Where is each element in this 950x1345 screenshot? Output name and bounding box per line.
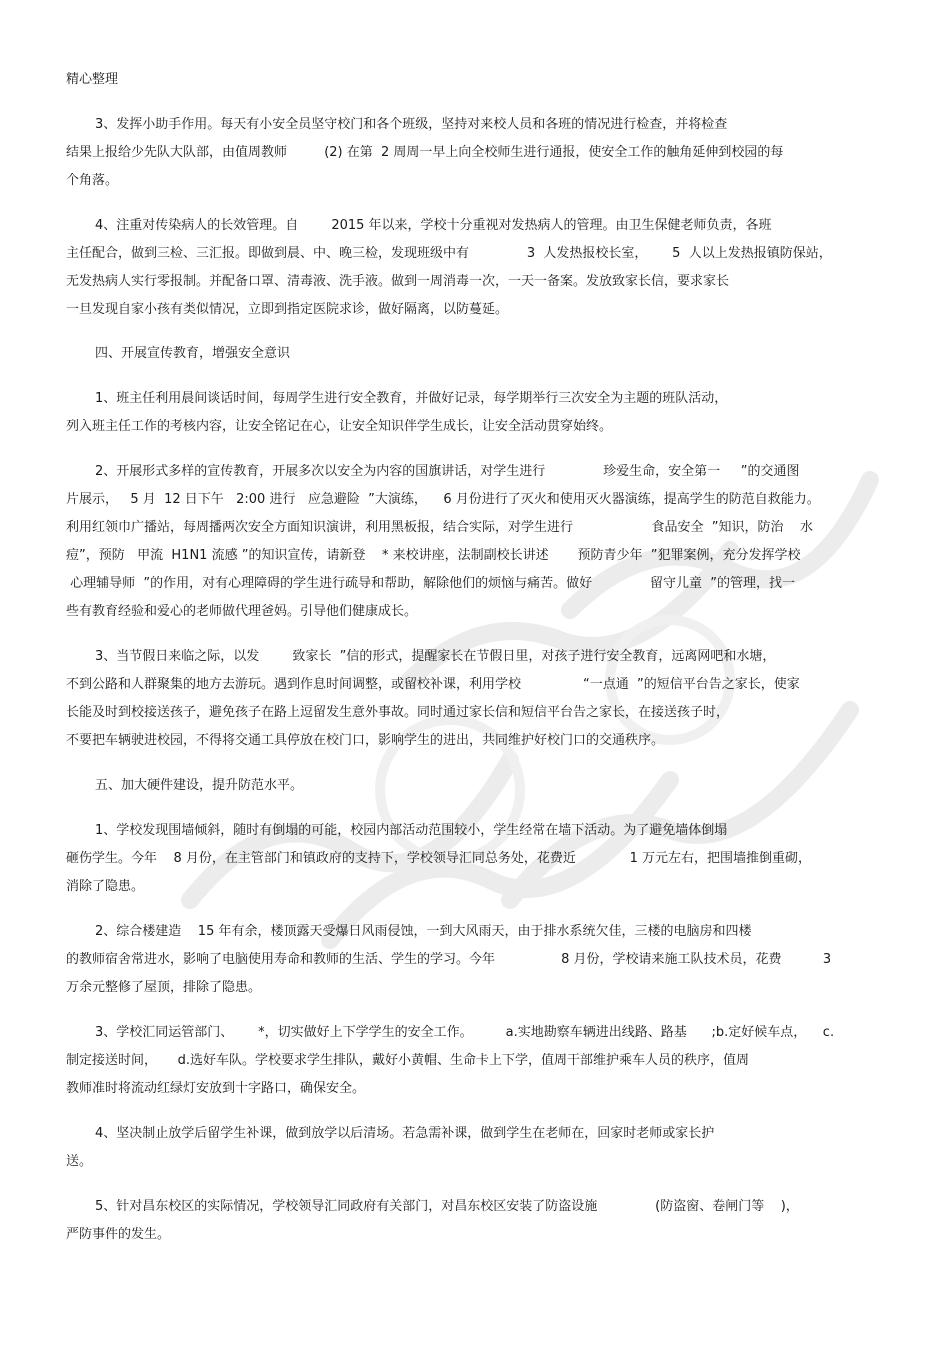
text-line: 2、综合楼建造 15 年有余，楼顶露天受爆日风雨侵蚀，一到大风雨天，由于排水系统欠佳，三楼的电脑房和四楼 [95,924,752,939]
text-line: 3、当节假日来临之际，以发 致家长 ”信的形式，提醒家长在节假日里，对孩子进行安全教育，远离网吧和水塘， [95,649,776,664]
text-line: 心理辅导师 ”的作用，对有心理障碍的学生进行疏导和帮助，解除他们的烦恼与痛苦。做好 留守儿童 ”的管理，找一 [66,576,795,591]
text-line: 砸伤学生。今年 8 月份，在主管部门和镇政府的支持下，学校领导汇同总务处，花费近 1 万元左右，把围墙推倒重砌， [66,851,812,866]
text-line: 片展示， 5 月 12 日下午 2:00 进行 应急避险 ”大演练， 6 月份进行了灭火和使用灭火器演练，提高学生的防范自救能力。 [66,492,820,507]
text-line: 2、开展形式多样的宣传教育，开展多次以安全为内容的国旗讲话，对学生进行 珍爱生命，安全第一 ”的交通图 [95,464,800,479]
text-line: 3、学校汇同运管部门、 *，切实做好上下学学生的安全工作。 a.实地勘察车辆进出线路、路基 ;b.定好候车点， c. [95,1025,835,1040]
text-line: 无发热病人实行零报制。并配备口罩、清毒液、洗手液。做到一周消毒一次，一天一备案。发放致家长信，要求家长 [66,274,730,289]
text-line: 4、注重对传染病人的长效管理。自 2015 年以来，学校十分重视对发热病人的管理。由卫生保健老师负责，各班 [95,218,772,233]
text-line: 万余元整修了屋顶，排除了隐患。 [66,980,262,995]
page-header-label: 精心整理 [66,72,119,87]
text-line: 不到公路和人群聚集的地方去游玩。遇到作息时间调整，或留校补课，利用学校 “一点通 ”的短信平台告之家长，使家 [66,677,800,692]
text-line: 教师准时将流动红绿灯安放到十字路口，确保安全。 [66,1081,366,1096]
text-line: 些有教育经验和爱心的老师做代理爸妈。引导他们健康成长。 [66,604,418,619]
text-line: 消除了隐患。 [66,879,145,894]
text-line: 5、针对昌东校区的实际情况，学校领导汇同政府有关部门，对昌东校区安装了防盗设施 (防盗窗、卷闸门等 )， [95,1199,799,1214]
text-line: 1、班主任利用晨间谈话时间，每周学生进行安全教育，并做好记录，每学期举行三次安全为主题的班队活动， [95,391,728,406]
text-line: 一旦发现自家小孩有类似情况，立即到指定医院求诊，做好隔离，以防蔓延。 [66,302,509,317]
text-line: 送。 [66,1154,93,1169]
text-line: 1、学校发现围墙倾斜，随时有倒塌的可能，校园内部活动范围较小，学生经常在墙下活动。为了避免墙体倒塌 [95,823,728,838]
text-line: 长能及时到校接送孩子，避免孩子在路上逗留发生意外事故。同时通过家长信和短信平台告之家长，在接送孩子时， [66,705,730,720]
text-line: 痘”，预防 甲流 H1N1 流感 ”的知识宣传，请新登 * 来校讲座，法制副校长讲述 预防青少年 ”犯罪案例，充分发挥学校 [66,548,801,563]
text-line: 主任配合，做到三检、三汇报。即做到晨、中、晚三检，发现班级中有 3 人发热报校长室， 5 人以上发热报镇防保站， [66,246,832,261]
text-line: 列入班主任工作的考核内容，让安全铭记在心，让安全知识伴学生成长，让安全活动贯穿始终。 [66,419,613,434]
text-line: 四、开展宣传教育，增强安全意识 [95,346,291,361]
text-line: 严防事件的发生。 [66,1227,171,1242]
text-line: 五、加大硬件建设，提升防范水平。 [95,778,304,793]
text-line: 制定接送时间， d.选好车队。学校要求学生排队，戴好小黄帽、生命卡上下学，值周干部维护乘车人员的秩序，值周 [66,1053,750,1068]
text-line: 4、坚决制止放学后留学生补课，做到放学以后清场。若急需补课，做到学生在老师在，回家时老师或家长护 [95,1126,715,1141]
text-line: 的教师宿舍常进水，影响了电脑使用寿命和教师的生活、学生的学习。今年 8 月份，学校请来施工队技术员，花费 3 [66,952,832,967]
text-line: 不要把车辆驶进校园，不得将交通工具停放在校门口，影响学生的进出，共同维护好校门口的交通秩序。 [66,733,665,748]
text-line: 3、发挥小助手作用。每天有小安全员坚守校门和各个班级，坚持对来校人员和各班的情况进行检查，并将检查 [95,117,728,132]
text-line: 利用红领巾广播站，每周播两次安全方面知识演讲，利用黑板报，结合实际，对学生进行 食品安全 ”知识，防治 水 [66,520,814,535]
text-line: 结果上报给少先队大队部，由值周教师 (2) 在第 2 周周一早上向全校师生进行通报，使安全工作的触角延伸到校园的每 [66,145,784,160]
text-line: 个角落。 [66,173,119,188]
